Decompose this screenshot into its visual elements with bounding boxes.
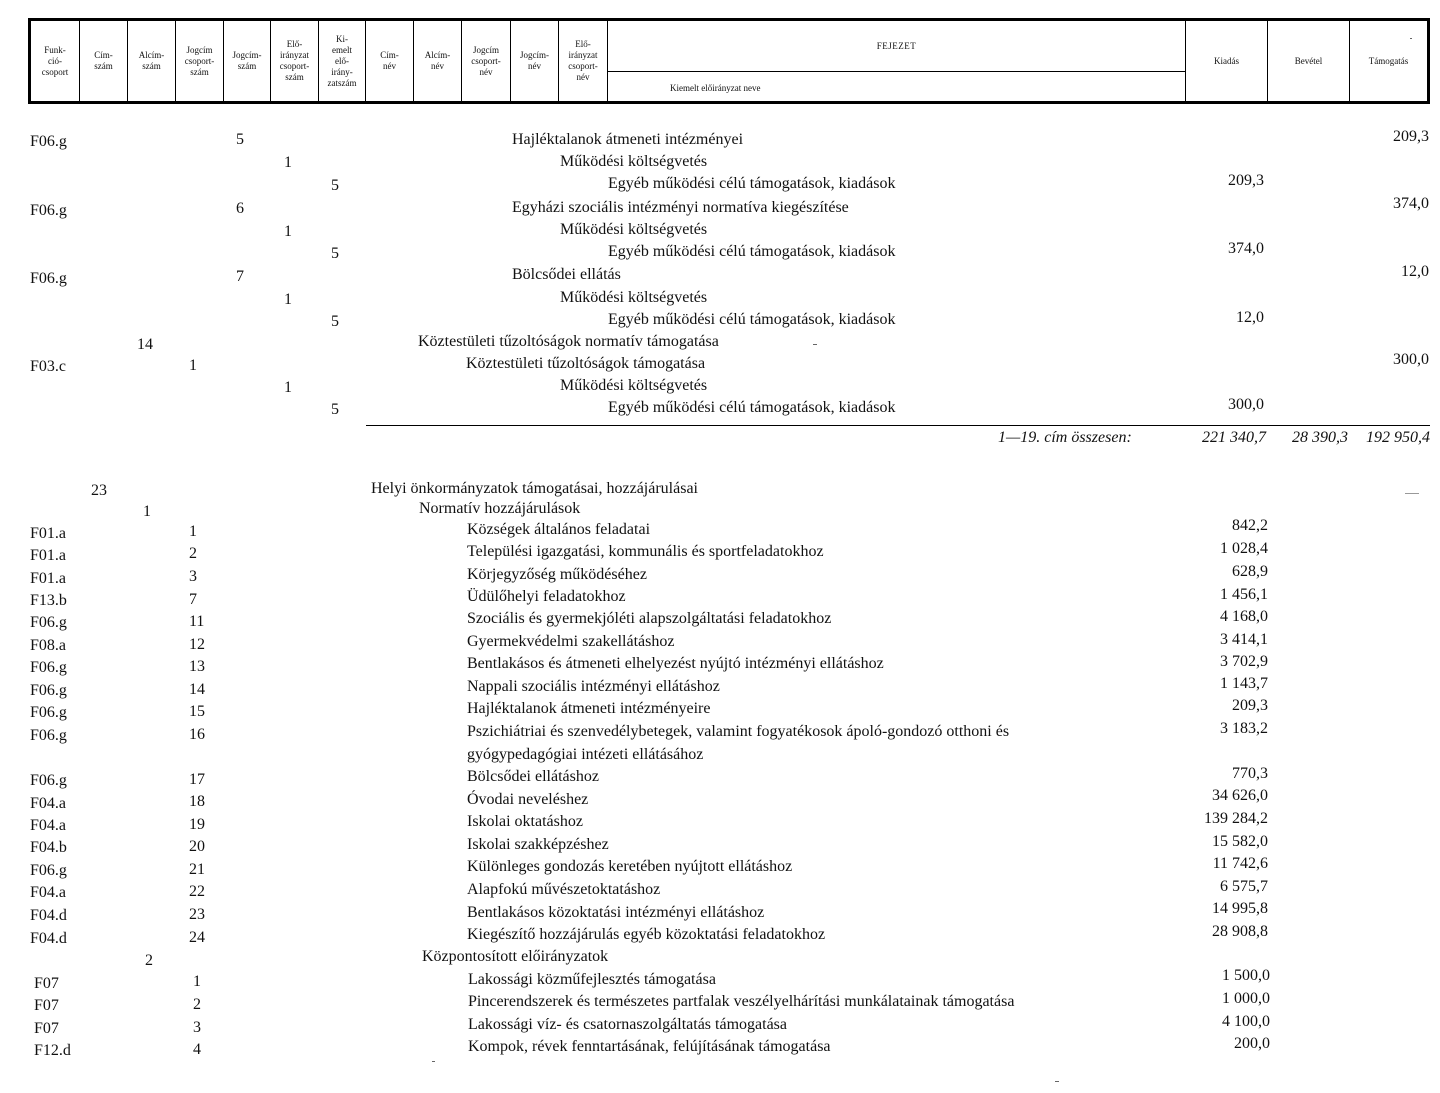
row-title: Működési költségvetés bbox=[560, 153, 708, 170]
item-number: 15 bbox=[189, 703, 205, 720]
row-number: 5 bbox=[331, 245, 339, 262]
total-bevetel: 28 390,3 bbox=[1292, 429, 1348, 446]
item-label: Lakossági közműfejlesztés támogatása bbox=[468, 971, 716, 988]
kiadas-value: 209,3 bbox=[1228, 172, 1264, 189]
col-alcim-nev: Alcím- név bbox=[414, 21, 462, 101]
col-cim-nev: Cím- név bbox=[366, 21, 414, 101]
col-kiadas: Kiadás bbox=[1186, 21, 1268, 101]
function-code: F07 bbox=[34, 997, 59, 1014]
function-code: F01.a bbox=[30, 525, 66, 542]
function-code: F04.a bbox=[30, 817, 66, 834]
item-number: 21 bbox=[189, 861, 205, 878]
item-value: 4 168,0 bbox=[1220, 608, 1268, 625]
row-title: Egyéb működési célú támogatások, kiadások bbox=[608, 175, 896, 192]
function-code: F04.d bbox=[30, 907, 67, 924]
item-value: 34 626,0 bbox=[1212, 787, 1268, 804]
subtitle-number: 1 bbox=[143, 503, 151, 520]
scan-speck bbox=[1410, 38, 1412, 39]
item-number: 3 bbox=[189, 568, 197, 585]
row-number: 5 bbox=[236, 131, 244, 148]
function-code: F13.b bbox=[30, 592, 67, 609]
item-label: Gyermekvédelmi szakellátáshoz bbox=[467, 633, 675, 650]
function-code: F03.c bbox=[30, 358, 66, 375]
row-number: 5 bbox=[331, 401, 339, 418]
item-label: Bentlakásos közoktatási intézményi ellátáshoz bbox=[467, 904, 765, 921]
item-label: Kompok, révek fenntartásának, felújításának támogatása bbox=[468, 1038, 831, 1055]
item-value: 770,3 bbox=[1232, 765, 1268, 782]
row-number: 14 bbox=[137, 336, 153, 353]
row-title: Működési költségvetés bbox=[560, 289, 708, 306]
total-tamogatas: 192 950,4 bbox=[1366, 429, 1430, 446]
function-code: F07 bbox=[34, 975, 59, 992]
item-number: 2 bbox=[193, 996, 201, 1013]
function-code: F01.a bbox=[30, 547, 66, 564]
item-value: 3 702,9 bbox=[1220, 653, 1268, 670]
function-code: F06.g bbox=[30, 133, 67, 150]
item-value: 842,2 bbox=[1232, 517, 1268, 534]
item-label: Települési igazgatási, kommunális és sportfeladatokhoz bbox=[467, 543, 824, 560]
function-code: F04.a bbox=[30, 795, 66, 812]
function-code: F06.g bbox=[30, 614, 67, 631]
item-number: 2 bbox=[189, 545, 197, 562]
row-title: Egyéb működési célú támogatások, kiadások bbox=[608, 243, 896, 260]
row-number: 1 bbox=[189, 357, 197, 374]
title-number: 23 bbox=[91, 482, 107, 499]
scan-speck bbox=[813, 344, 817, 345]
item-value: 139 284,2 bbox=[1204, 810, 1268, 827]
item-label: Alapfokú művészetoktatáshoz bbox=[467, 881, 661, 898]
item-number: 14 bbox=[189, 681, 205, 698]
item-value: 200,0 bbox=[1234, 1035, 1270, 1052]
item-label-continued: gyógypedagógiai intézeti ellátásához bbox=[467, 746, 704, 763]
item-number: 20 bbox=[189, 838, 205, 855]
col-alcim-szam: Alcím- szám bbox=[128, 21, 176, 101]
tamogatas-value: 374,0 bbox=[1393, 195, 1429, 212]
item-label: Bentlakásos és átmeneti elhelyezést nyújtó intézményi ellátáshoz bbox=[467, 655, 884, 672]
item-value: 6 575,7 bbox=[1220, 878, 1268, 895]
col-bevetel: Bevétel bbox=[1268, 21, 1350, 101]
row-number: 1 bbox=[284, 379, 292, 396]
row-title: Működési költségvetés bbox=[560, 221, 708, 238]
row-title: Köztestületi tűzoltóságok támogatása bbox=[466, 355, 706, 372]
item-number: 4 bbox=[193, 1041, 201, 1058]
item-label: Körjegyzőség működéséhez bbox=[467, 566, 647, 583]
item-label: Pszichiátriai és szenvedélybetegek, valamint fogyatékosok ápoló-gondozó otthoni és bbox=[467, 723, 1010, 740]
item-value: 209,3 bbox=[1232, 697, 1268, 714]
item-label: Községek általános feladatai bbox=[467, 521, 651, 538]
function-code: F06.g bbox=[30, 682, 67, 699]
item-number: 3 bbox=[193, 1019, 201, 1036]
total-divider bbox=[366, 425, 1430, 426]
item-number: 22 bbox=[189, 883, 205, 900]
item-label: Kiegészítő hozzájárulás egyéb közoktatási feladatokhoz bbox=[467, 926, 826, 943]
row-number: 1 bbox=[284, 154, 292, 171]
function-code: F04.a bbox=[30, 884, 66, 901]
function-code: F04.d bbox=[30, 930, 67, 947]
item-label: Hajléktalanok átmeneti intézményeire bbox=[467, 700, 711, 717]
row-title: Bölcsődei ellátás bbox=[512, 266, 621, 283]
item-value: 628,9 bbox=[1232, 563, 1268, 580]
function-code: F06.g bbox=[30, 862, 67, 879]
item-number: 7 bbox=[189, 591, 197, 608]
col-fejezet bbox=[608, 21, 1186, 101]
col-cim-szam: Cím- szám bbox=[80, 21, 128, 101]
item-label: Szociális és gyermekjóléti alapszolgáltatási feladatokhoz bbox=[467, 610, 832, 627]
table-header bbox=[28, 18, 1430, 104]
col-funkcio-csoport: Funk- ció- csoport bbox=[31, 21, 80, 101]
item-label: Iskolai szakképzéshez bbox=[467, 836, 609, 853]
item-number: 13 bbox=[189, 658, 205, 675]
item-label: Iskolai oktatáshoz bbox=[467, 813, 583, 830]
row-title: Hajléktalanok átmeneti intézményei bbox=[512, 131, 744, 148]
tamogatas-value: 300,0 bbox=[1393, 351, 1429, 368]
row-number: 7 bbox=[236, 268, 244, 285]
item-number: 18 bbox=[189, 793, 205, 810]
row-title: Köztestületi tűzoltóságok normatív támogatása bbox=[418, 333, 719, 350]
item-value: 15 582,0 bbox=[1212, 833, 1268, 850]
row-title: Egyházi szociális intézményi normatíva kiegészítése bbox=[512, 199, 849, 216]
item-number: 17 bbox=[189, 771, 205, 788]
item-value: 14 995,8 bbox=[1212, 900, 1268, 917]
item-number: 1 bbox=[189, 523, 197, 540]
item-value: 1 000,0 bbox=[1222, 990, 1270, 1007]
col-eloiranyzat-csoport-nev: Elő- irányzat csoport- név bbox=[559, 21, 608, 101]
function-code: F06.g bbox=[30, 727, 67, 744]
row-number: 5 bbox=[331, 177, 339, 194]
item-label: Különleges gondozás keretében nyújtott ellátáshoz bbox=[467, 858, 793, 875]
function-code: F06.g bbox=[30, 270, 67, 287]
scan-speck bbox=[432, 1061, 435, 1062]
col-jogcim-szam: Jogcím- szám bbox=[224, 21, 271, 101]
section-title: Helyi önkormányzatok támogatásai, hozzájárulásai bbox=[371, 480, 698, 497]
subtitle: Központosított előirányzatok bbox=[422, 948, 609, 965]
row-number: 5 bbox=[331, 313, 339, 330]
item-value: 28 908,8 bbox=[1212, 923, 1268, 940]
item-value: 1 456,1 bbox=[1220, 586, 1268, 603]
row-title: Egyéb működési célú támogatások, kiadások bbox=[608, 311, 896, 328]
col-eloiranyzat-csoport-szam: Elő- irányzat csoport- szám bbox=[271, 21, 319, 101]
tamogatas-value: 12,0 bbox=[1401, 263, 1429, 280]
item-value: 1 028,4 bbox=[1220, 540, 1268, 557]
function-code: F06.g bbox=[30, 659, 67, 676]
item-number: 23 bbox=[189, 906, 205, 923]
function-code: F04.b bbox=[30, 839, 67, 856]
item-value: 11 742,6 bbox=[1212, 855, 1268, 872]
total-label: 1—19. cím összesen: bbox=[998, 429, 1132, 446]
item-label: Nappali szociális intézményi ellátáshoz bbox=[467, 678, 720, 695]
tamogatas-value: 209,3 bbox=[1393, 128, 1429, 145]
col-jogcim-csoport-nev: Jogcím csoport- név bbox=[462, 21, 511, 101]
function-code: F07 bbox=[34, 1020, 59, 1037]
subtitle: Normatív hozzájárulások bbox=[419, 500, 581, 517]
col-tamogatas: Támogatás bbox=[1368, 55, 1409, 66]
kiadas-value: 300,0 bbox=[1228, 396, 1264, 413]
subtitle-number: 2 bbox=[145, 952, 153, 969]
item-label: Óvodai neveléshez bbox=[467, 791, 589, 808]
item-label: Bölcsődei ellátáshoz bbox=[467, 768, 599, 785]
function-code: F12.d bbox=[34, 1042, 71, 1059]
function-code: F01.a bbox=[30, 570, 66, 587]
item-number: 16 bbox=[189, 726, 205, 743]
item-value: 1 143,7 bbox=[1220, 675, 1268, 692]
col-jogcim-csoport-szam: Jogcím csoport- szám bbox=[176, 21, 224, 101]
item-label: Lakossági víz- és csatornaszolgáltatás támogatása bbox=[468, 1016, 787, 1033]
kiadas-value: 12,0 bbox=[1236, 309, 1264, 326]
function-code: F06.g bbox=[30, 772, 67, 789]
item-value: 1 500,0 bbox=[1222, 967, 1270, 984]
item-number: 11 bbox=[189, 613, 205, 630]
row-number: 1 bbox=[284, 223, 292, 240]
col-jogcim-nev: Jogcím- név bbox=[511, 21, 559, 101]
function-code: F08.a bbox=[30, 637, 66, 654]
fejezet-label: FEJEZET bbox=[608, 21, 1185, 72]
item-number: 1 bbox=[193, 973, 201, 990]
scan-speck bbox=[1405, 493, 1419, 494]
item-label: Üdülőhelyi feladatokhoz bbox=[467, 588, 626, 605]
function-code: F06.g bbox=[30, 704, 67, 721]
item-label: Pincerendszerek és természetes partfalak veszélyelhárítási munkálatainak támogatása bbox=[468, 993, 1015, 1010]
row-number: 6 bbox=[236, 200, 244, 217]
item-value: 4 100,0 bbox=[1222, 1013, 1270, 1030]
item-number: 24 bbox=[189, 929, 205, 946]
row-number: 1 bbox=[284, 291, 292, 308]
row-title: Egyéb működési célú támogatások, kiadások bbox=[608, 399, 896, 416]
kiemelt-eloiranyzat-label: Kiemelt előirányzat neve bbox=[670, 83, 761, 93]
item-value: 3 414,1 bbox=[1220, 631, 1268, 648]
item-number: 12 bbox=[189, 636, 205, 653]
item-number: 19 bbox=[189, 816, 205, 833]
col-kiemelt-eloiranyzat-szam: Ki- emelt elő- irány- zatszám bbox=[319, 21, 366, 101]
total-kiadas: 221 340,7 bbox=[1202, 429, 1266, 446]
function-code: F06.g bbox=[30, 202, 67, 219]
kiadas-value: 374,0 bbox=[1228, 240, 1264, 257]
scan-speck bbox=[1055, 1081, 1059, 1082]
row-title: Működési költségvetés bbox=[560, 377, 708, 394]
item-value: 3 183,2 bbox=[1220, 720, 1268, 737]
